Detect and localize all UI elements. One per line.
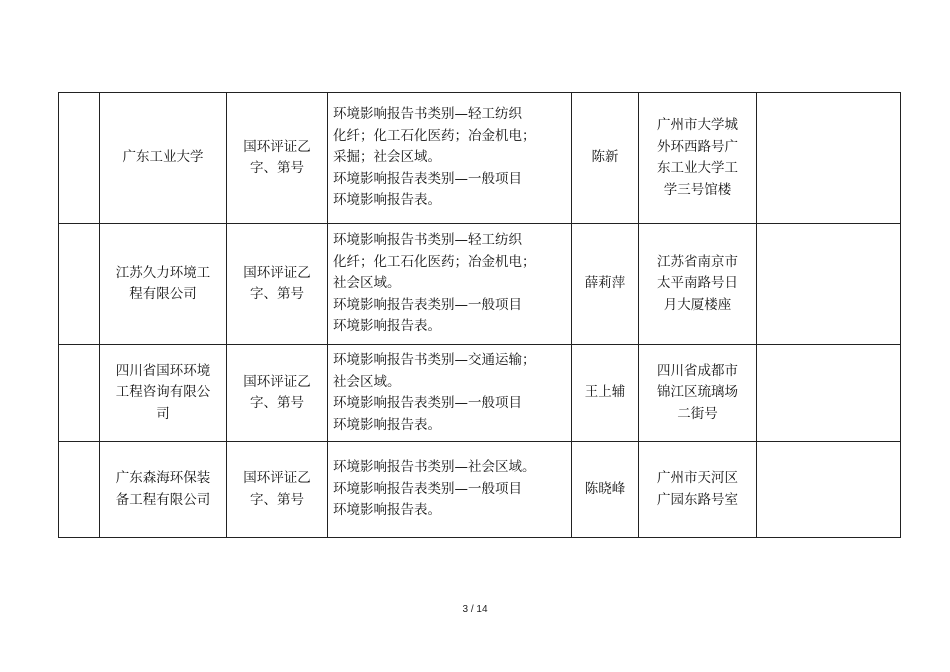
person-cell — [572, 345, 639, 442]
address-line: 锦江区琉璃场 — [657, 384, 738, 401]
scope-line: 采掘；社会区域。 — [333, 149, 441, 166]
scope-line: 化纤；化工石化医药；冶金机电； — [333, 253, 536, 270]
cert-line: 国环评证乙 — [243, 470, 311, 486]
scope-line: 环境影响报告表类别—一般项目 — [333, 395, 522, 411]
person-name: 陈晓峰 — [584, 480, 626, 497]
org-cell — [100, 345, 227, 442]
address-cell — [639, 442, 757, 538]
org-cell — [100, 93, 227, 224]
scope-line: 化纤；化工石化医药；冶金机电； — [333, 127, 536, 144]
note-cell — [757, 442, 901, 538]
address-line: 广园东路号室 — [657, 491, 738, 508]
scope-line: 环境影响报告书类别—社会区域。 — [333, 459, 536, 476]
org-line: 广东工业大学 — [122, 149, 204, 166]
scope-cell — [328, 442, 572, 538]
address-cell — [639, 224, 757, 345]
cert-line: 字、第号 — [250, 160, 304, 176]
org-line: 江苏久力环境工 — [115, 264, 211, 281]
scope-line: 环境影响报告书类别—轻工纺织 — [333, 232, 522, 249]
note-cell — [757, 345, 901, 442]
address-line: 太平南路号日 — [657, 275, 738, 292]
qualification-table — [58, 92, 901, 538]
org-cell — [100, 442, 227, 538]
cert-line: 国环评证乙 — [243, 373, 311, 390]
index-cell — [59, 345, 100, 442]
scope-line: 环境影响报告表类别—一般项目 — [333, 296, 522, 313]
org-line: 广东森海环保装 — [115, 470, 211, 486]
cert-cell — [227, 442, 328, 538]
address-line: 外环西路号广 — [657, 138, 738, 155]
cert-line: 字、第号 — [250, 286, 304, 302]
table-row — [59, 345, 901, 442]
cert-line: 字、第号 — [250, 395, 304, 411]
scope-cell — [328, 93, 572, 224]
address-cell — [639, 93, 757, 224]
cert-cell — [227, 93, 328, 224]
person-cell — [572, 442, 639, 538]
person-cell — [572, 93, 639, 224]
address-line: 广州市天河区 — [657, 470, 738, 486]
scope-cell — [328, 224, 572, 345]
scope-line: 环境影响报告表类别—一般项目 — [333, 480, 522, 497]
cert-line: 字、第号 — [250, 491, 304, 508]
org-cell — [100, 224, 227, 345]
address-line: 二街号 — [677, 405, 718, 422]
index-cell — [59, 93, 100, 224]
table-row — [59, 93, 901, 224]
index-cell — [59, 224, 100, 345]
cert-line: 国环评证乙 — [243, 138, 311, 155]
scope-line: 环境影响报告书类别—轻工纺织 — [333, 106, 522, 123]
org-line: 备工程有限公司 — [115, 491, 211, 508]
address-cell — [639, 345, 757, 442]
cert-cell — [227, 345, 328, 442]
person-name: 薛莉萍 — [584, 275, 626, 292]
scope-line: 环境影响报告表。 — [333, 502, 441, 519]
address-line: 江苏省南京市 — [657, 253, 738, 270]
address-line: 月大厦楼座 — [663, 296, 732, 313]
cert-line: 国环评证乙 — [243, 264, 311, 281]
scope-line: 环境影响报告表。 — [333, 318, 441, 335]
org-line: 司 — [156, 405, 170, 422]
table-row — [59, 442, 901, 538]
address-line: 东工业大学工 — [657, 160, 738, 176]
address-line: 广州市大学城 — [657, 117, 738, 133]
person-name: 王上辅 — [584, 384, 626, 401]
note-cell — [757, 93, 901, 224]
table-row — [59, 224, 901, 345]
scope-line: 环境影响报告书类别—交通运输； — [333, 352, 536, 368]
address-line: 四川省成都市 — [657, 362, 738, 379]
index-cell — [59, 442, 100, 538]
scope-line: 环境影响报告表。 — [333, 192, 441, 209]
address-line: 学三号馆楼 — [663, 181, 732, 198]
page-number: 3 / 14 — [462, 604, 488, 615]
person-name: 陈新 — [591, 149, 619, 166]
org-line: 程有限公司 — [129, 286, 197, 302]
note-cell — [757, 224, 901, 345]
org-line: 工程咨询有限公 — [115, 384, 211, 401]
scope-line: 社会区域。 — [333, 275, 401, 292]
scope-line: 环境影响报告表。 — [333, 416, 441, 433]
scope-line: 环境影响报告表类别—一般项目 — [333, 170, 522, 187]
scope-line: 社会区域。 — [333, 373, 401, 390]
org-line: 四川省国环环境 — [115, 362, 211, 379]
scope-cell — [328, 345, 572, 442]
person-cell — [572, 224, 639, 345]
cert-cell — [227, 224, 328, 345]
